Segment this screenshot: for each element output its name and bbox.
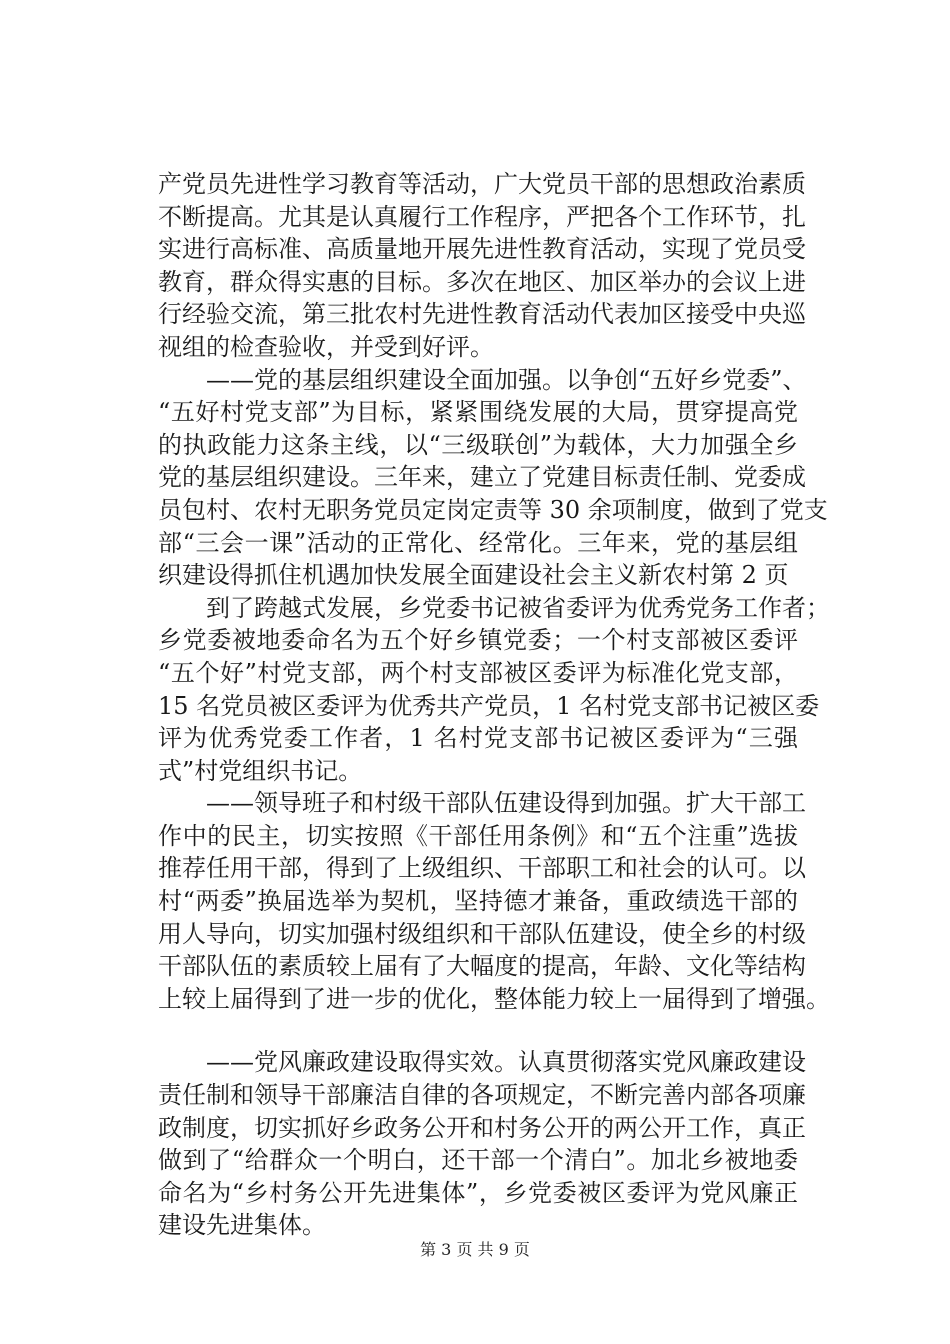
text-line: 用人导向，切实加强村级组织和干部队伍建设，使全乡的村级 xyxy=(158,919,806,948)
text-line: 推荐任用干部，得到了上级组织、干部职工和社会的认可。以 xyxy=(158,854,806,883)
text-line: 作中的民主，切实按照《干部任用条例》和“五个注重”选拔 xyxy=(158,821,798,850)
text-line: 责任制和领导干部廉洁自律的各项规定，不断完善内部各项廉 xyxy=(158,1081,806,1110)
text-line: 干部队伍的素质较上届有了大幅度的提高，年龄、文化等结构 xyxy=(158,952,806,981)
text-line: “五好村党支部”为目标，紧紧围绕发展的大局，贯穿提高党 xyxy=(158,398,798,427)
body-text xyxy=(158,168,830,1242)
paragraph-gap xyxy=(158,1015,798,1046)
text-line: 的执政能力这条主线，以“三级联创”为载体，大力加强全乡 xyxy=(158,430,798,459)
text-line: 党的基层组织建设。三年来，建立了党建目标责任制、党委成 xyxy=(158,463,806,492)
text-line: 做到了“给群众一个明白，还干部一个清白”。加北乡被地委 xyxy=(158,1146,798,1175)
text-line: 式”村党组织书记。 xyxy=(158,756,363,785)
text-line: 村“两委”换届选举为契机，坚持德才兼备，重政绩选干部的 xyxy=(158,887,798,916)
text-line: 15 名党员被区委评为优秀共产党员，1 名村党支部书记被区委 xyxy=(158,691,820,720)
page-footer xyxy=(0,1240,950,1260)
text-line: ——党的基层组织建设全面加强。以争创“五好乡党委”、 xyxy=(206,365,807,394)
text-line: 乡党委被地委命名为五个好乡镇党委；一个村支部被区委评 xyxy=(158,626,798,655)
text-line: 织建设得抓住机遇加快发展全面建设社会主义新农村第 2 页 xyxy=(158,561,789,590)
text-line: 视组的检查验收，并受到好评。 xyxy=(158,332,494,361)
text-line: 部“三会一课”活动的正常化、经常化。三年来，党的基层组 xyxy=(158,528,798,557)
text-line: 实进行高标准、高质量地开展先进性教育活动，实现了党员受 xyxy=(158,235,806,264)
text-line: 政制度，切实抓好乡政务公开和村务公开的两公开工作，真正 xyxy=(158,1113,806,1142)
text-line: 建设先进集体。 xyxy=(158,1211,326,1240)
text-line: 员包村、农村无职务党员定岗定责等 30 余项制度，做到了党支 xyxy=(158,495,828,524)
text-line: 教育，群众得实惠的目标。多次在地区、加区举办的会议上进 xyxy=(158,267,806,296)
text-line: 命名为“乡村务公开先进集体”，乡党委被区委评为党风廉正 xyxy=(158,1178,798,1207)
text-line: 行经验交流，第三批农村先进性教育活动代表加区接受中央巡 xyxy=(158,300,806,329)
text-line: 到了跨越式发展，乡党委书记被省委评为优秀党务工作者； xyxy=(206,593,830,622)
text-line: ——领导班子和村级干部队伍建设得到加强。扩大干部工 xyxy=(206,789,806,818)
text-line: 上较上届得到了进一步的优化，整体能力较上一届得到了增强。 xyxy=(158,984,830,1013)
page-number: 第 3 页 共 9 页 xyxy=(420,1240,530,1259)
text-line: 评为优秀党委工作者，1 名村党支部书记被区委评为“三强 xyxy=(158,724,798,753)
text-line: 不断提高。尤其是认真履行工作程序，严把各个工作环节，扎 xyxy=(158,202,806,231)
text-line: 产党员先进性学习教育等活动，广大党员干部的思想政治素质 xyxy=(158,170,806,198)
text-line: ——党风廉政建设取得实效。认真贯彻落实党风廉政建设 xyxy=(206,1048,806,1077)
text-line: “五个好”村党支部，两个村支部被区委评为标准化党支部， xyxy=(158,658,798,687)
